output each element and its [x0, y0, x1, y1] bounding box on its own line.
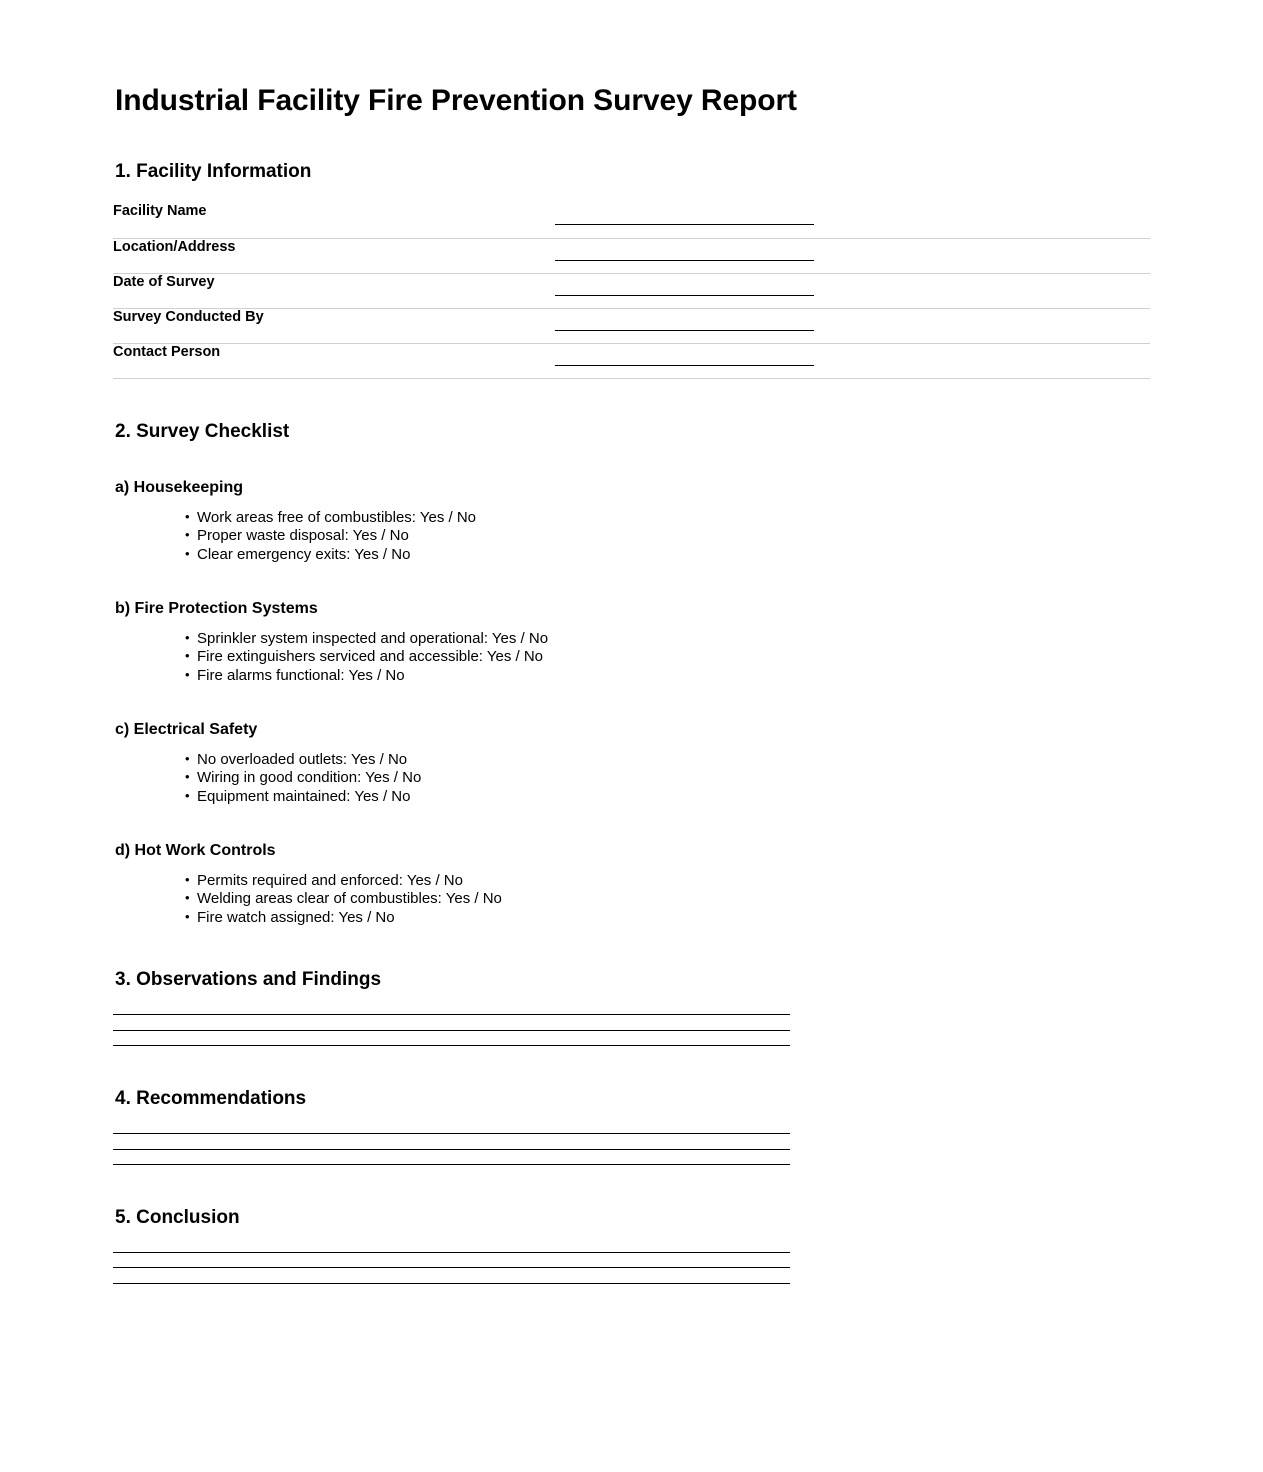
section-heading-survey-checklist: 2. Survey Checklist: [115, 420, 290, 442]
field-value-cell[interactable]: [534, 203, 1150, 238]
date-of-survey-fill-line[interactable]: [555, 295, 814, 296]
list-item: • Proper waste disposal: Yes / No: [185, 527, 1150, 546]
list-item: • Sprinkler system inspected and operational: Yes / No: [185, 630, 1150, 649]
facility-information-table: [113, 203, 1150, 379]
blank-write-line[interactable]: [113, 1267, 790, 1268]
table-row: [113, 308, 1150, 343]
field-value-cell[interactable]: [534, 343, 1150, 378]
conclusion-write-in-area[interactable]: [113, 1252, 1150, 1284]
field-label: Facility Name: [113, 203, 207, 220]
blank-write-line[interactable]: [113, 1164, 790, 1165]
field-label: Survey Conducted By: [113, 308, 264, 325]
survey-conducted-by-fill-line[interactable]: [555, 330, 814, 331]
blank-write-line[interactable]: [113, 1014, 790, 1015]
list-item: • Fire watch assigned: Yes / No: [185, 909, 1150, 928]
table-row: [113, 273, 1150, 308]
section-heading-recommendations: 4. Recommendations: [115, 1088, 307, 1110]
table-row: [113, 238, 1150, 273]
section-heading-observations-and-findings: 3. Observations and Findings: [115, 969, 382, 991]
page-title: Industrial Facility Fire Prevention Survey Report: [115, 84, 797, 117]
list-item: • Welding areas clear of combustibles: Yes / No: [185, 890, 1150, 909]
table-row: [113, 203, 1150, 238]
list-item: • Equipment maintained: Yes / No: [185, 788, 1150, 807]
observations-write-in-area[interactable]: [113, 1014, 1150, 1046]
checklist-housekeeping: [113, 509, 1150, 565]
page-bottom-spacer: [113, 1284, 1150, 1444]
blank-write-line[interactable]: [113, 1149, 790, 1150]
field-value-cell[interactable]: [534, 308, 1150, 343]
blank-write-line[interactable]: [113, 1045, 790, 1046]
location-address-fill-line[interactable]: [555, 260, 814, 261]
table-row: [113, 343, 1150, 378]
list-item: • Fire extinguishers serviced and accessible: Yes / No: [185, 648, 1150, 667]
list-item: • No overloaded outlets: Yes / No: [185, 751, 1150, 770]
section-heading-facility-information: 1. Facility Information: [115, 160, 312, 182]
list-item: • Work areas free of combustibles: Yes / No: [185, 509, 1150, 528]
subsection-heading-housekeeping: a) Housekeeping: [115, 478, 244, 496]
checklist-hot-work-controls: [113, 872, 1150, 928]
subsection-heading-electrical-safety: c) Electrical Safety: [115, 720, 258, 738]
list-item: • Clear emergency exits: Yes / No: [185, 546, 1150, 565]
contact-person-fill-line[interactable]: [555, 365, 814, 366]
field-label: Contact Person: [113, 343, 221, 360]
blank-write-line[interactable]: [113, 1133, 790, 1134]
blank-write-line[interactable]: [113, 1030, 790, 1031]
list-item: • Wiring in good condition: Yes / No: [185, 769, 1150, 788]
recommendations-write-in-area[interactable]: [113, 1133, 1150, 1165]
subsection-heading-fire-protection-systems: b) Fire Protection Systems: [115, 599, 318, 617]
field-value-cell[interactable]: [534, 273, 1150, 308]
field-value-cell[interactable]: [534, 238, 1150, 273]
checklist-fire-protection-systems: [113, 630, 1150, 686]
checklist-electrical-safety: [113, 751, 1150, 807]
list-item: • Fire alarms functional: Yes / No: [185, 667, 1150, 686]
field-label: Date of Survey: [113, 273, 215, 290]
field-label: Location/Address: [113, 238, 236, 255]
list-item: • Permits required and enforced: Yes / No: [185, 872, 1150, 891]
facility-name-fill-line[interactable]: [555, 224, 814, 225]
blank-write-line[interactable]: [113, 1252, 790, 1253]
subsection-heading-hot-work-controls: d) Hot Work Controls: [115, 841, 276, 859]
section-heading-conclusion: 5. Conclusion: [115, 1207, 240, 1229]
